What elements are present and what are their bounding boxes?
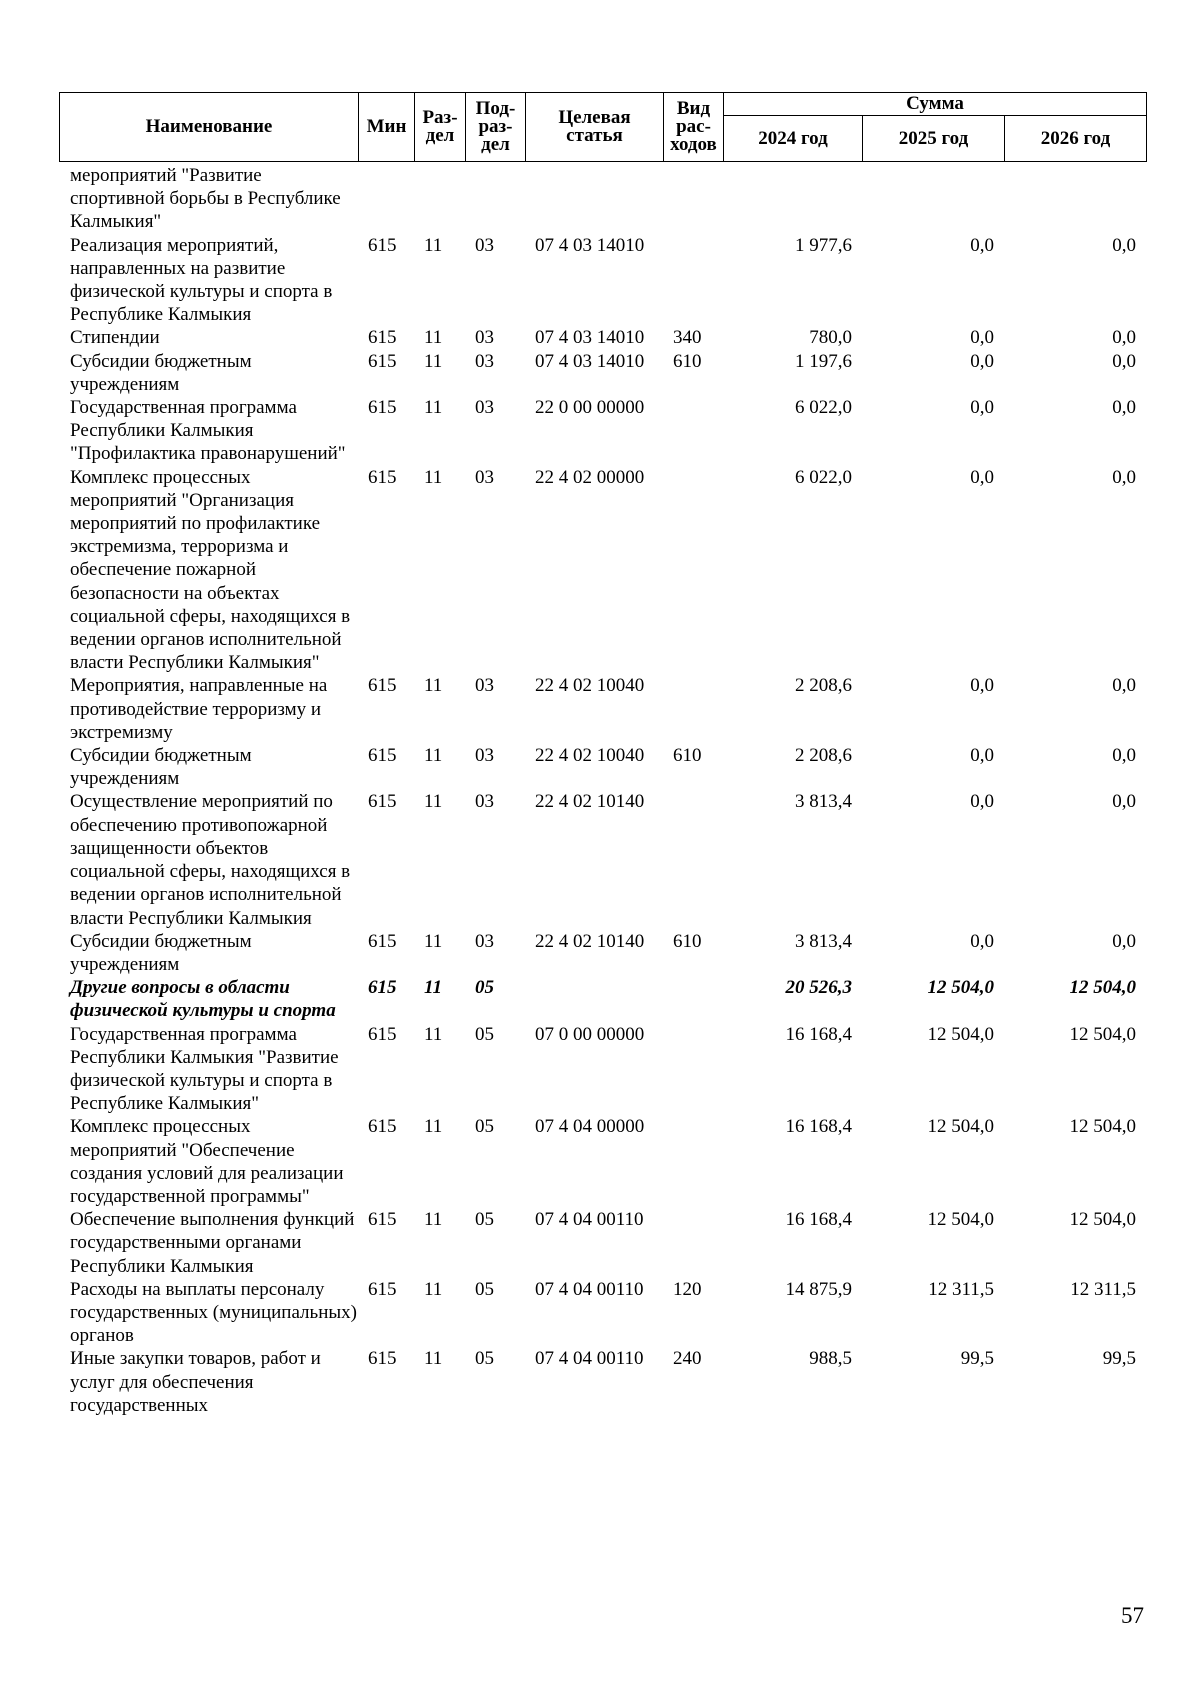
cell-razdel: 11 bbox=[424, 745, 443, 767]
cell-name: Другие вопросы в области физической культуры и спорта bbox=[70, 977, 336, 1022]
cell-celevaya-statya: 22 4 02 10040 bbox=[535, 675, 645, 697]
cell-podrazdel: 03 bbox=[475, 791, 494, 813]
cell-min bbox=[358, 164, 414, 234]
cell-sum-2024: 3 813,4 bbox=[795, 930, 852, 952]
cell-vid-rashodov: 610 bbox=[673, 930, 702, 952]
cell-sum-2025: 0,0 bbox=[970, 327, 994, 349]
cell-podrazdel: 03 bbox=[475, 327, 494, 349]
cell-sum-2025: 0,0 bbox=[970, 466, 994, 488]
cell-podrazdel: 03 bbox=[475, 675, 494, 697]
cell-sum-2026: 0,0 bbox=[1112, 350, 1136, 372]
cell-name: Иные закупки товаров, работ и услуг для обеспечения государственных bbox=[70, 1348, 321, 1416]
cell-name: Реализация мероприятий, направленных на развитие физической культуры и спорта в Республике Калмыкия bbox=[70, 234, 333, 326]
cell-vid-rashodov: 340 bbox=[673, 327, 702, 349]
header-celevaya-statya: Целевая статья bbox=[526, 93, 664, 162]
table-row bbox=[59, 1278, 1146, 1348]
cell-celevaya-statya: 07 4 03 14010 bbox=[535, 350, 645, 372]
cell-sum-2026: 12 311,5 bbox=[1070, 1278, 1136, 1300]
cell-sum-2024: 6 022,0 bbox=[795, 466, 852, 488]
table-row bbox=[59, 350, 1146, 396]
cell-podrazdel: 05 bbox=[475, 1278, 494, 1300]
cell-min: 615 bbox=[368, 327, 397, 349]
table-row bbox=[59, 1208, 1146, 1278]
cell-sum-2025: 12 504,0 bbox=[927, 1209, 994, 1231]
cell-podrazdel: 03 bbox=[475, 466, 494, 488]
cell-razdel: 11 bbox=[424, 1278, 443, 1300]
cell-sum-2024: 20 526,3 bbox=[785, 977, 852, 999]
cell-min: 615 bbox=[368, 1278, 397, 1300]
cell-podrazdel: 05 bbox=[475, 1209, 494, 1231]
cell-razdel: 11 bbox=[424, 675, 443, 697]
cell-sum-2026: 0,0 bbox=[1112, 745, 1136, 767]
cell-vid-rashodov bbox=[663, 976, 723, 1022]
cell-vid-rashodov bbox=[663, 674, 723, 744]
cell-podrazdel: 03 bbox=[475, 930, 494, 952]
table-row bbox=[59, 976, 1146, 1022]
header-podrazdel: Под- раз- дел bbox=[466, 93, 526, 162]
cell-razdel bbox=[414, 164, 465, 234]
cell-sum-2024: 1 197,6 bbox=[795, 350, 852, 372]
cell-sum-2026: 0,0 bbox=[1112, 397, 1136, 419]
header-year-2025: 2025 год bbox=[863, 116, 1005, 162]
cell-name: Обеспечение выполнения функций государственными органами Республики Калмыкия bbox=[70, 1209, 355, 1277]
table-row bbox=[59, 744, 1146, 790]
header-year-2026: 2026 год bbox=[1005, 116, 1147, 162]
cell-vid-rashodov bbox=[663, 396, 723, 466]
cell-min: 615 bbox=[368, 1348, 397, 1370]
cell-sum-2026: 0,0 bbox=[1112, 327, 1136, 349]
table-row bbox=[59, 1023, 1146, 1116]
cell-celevaya-statya: 07 4 04 00110 bbox=[535, 1209, 644, 1231]
table-row bbox=[59, 1115, 1146, 1208]
cell-sum-2025: 0,0 bbox=[970, 791, 994, 813]
cell-podrazdel: 03 bbox=[475, 234, 494, 256]
cell-razdel: 11 bbox=[424, 1209, 443, 1231]
cell-name: Стипендии bbox=[70, 327, 160, 349]
cell-sum-2025 bbox=[862, 164, 1004, 234]
cell-min: 615 bbox=[368, 234, 397, 256]
cell-name: Субсидии бюджетным учреждениям bbox=[70, 350, 252, 395]
cell-sum-2024: 988,5 bbox=[809, 1348, 852, 1370]
cell-razdel: 11 bbox=[424, 1348, 443, 1370]
cell-sum-2026: 0,0 bbox=[1112, 234, 1136, 256]
cell-sum-2026: 0,0 bbox=[1112, 675, 1136, 697]
table-row bbox=[59, 396, 1146, 466]
cell-vid-rashodov bbox=[663, 164, 723, 234]
cell-sum-2025: 99,5 bbox=[960, 1348, 994, 1370]
cell-sum-2025: 12 504,0 bbox=[927, 1023, 994, 1045]
cell-celevaya-statya: 22 4 02 10140 bbox=[535, 930, 645, 952]
cell-min: 615 bbox=[368, 791, 397, 813]
cell-sum-2024: 2 208,6 bbox=[795, 745, 852, 767]
cell-sum-2026: 0,0 bbox=[1112, 930, 1136, 952]
cell-celevaya-statya: 22 4 02 10040 bbox=[535, 745, 645, 767]
table-row bbox=[59, 674, 1146, 744]
cell-name: Государственная программа Республики Калмыкия "Развитие физической культуры и спорта в Республике Калмыкия" bbox=[70, 1023, 339, 1115]
cell-podrazdel: 03 bbox=[475, 350, 494, 372]
cell-sum-2025: 0,0 bbox=[970, 234, 994, 256]
cell-sum-2026: 0,0 bbox=[1112, 791, 1136, 813]
cell-sum-2024: 6 022,0 bbox=[795, 397, 852, 419]
cell-min: 615 bbox=[368, 466, 397, 488]
cell-name: Комплекс процессных мероприятий "Организация мероприятий по профилактике экстремизма, терроризма и обеспечение пожарной безопасности на объектах социальной сферы, находящихся в ведении органов исполнительной власти Республики Калмыкия" bbox=[70, 466, 351, 674]
header-name: Наименование bbox=[60, 93, 359, 162]
cell-vid-rashodov: 610 bbox=[673, 745, 702, 767]
cell-celevaya-statya: 22 4 02 10140 bbox=[535, 791, 645, 813]
cell-podrazdel bbox=[465, 164, 525, 234]
cell-razdel: 11 bbox=[424, 327, 443, 349]
cell-sum-2026: 12 504,0 bbox=[1069, 1209, 1136, 1231]
cell-sum-2025: 0,0 bbox=[970, 397, 994, 419]
cell-sum-2024: 780,0 bbox=[809, 327, 852, 349]
cell-name: Осуществление мероприятий по обеспечению противопожарной защищенности объектов социальной сферы, находящихся в ведении органов исполнительной власти Республики Калмыкия bbox=[70, 791, 351, 929]
cell-razdel: 11 bbox=[424, 791, 443, 813]
table-row bbox=[59, 234, 1146, 327]
cell-sum-2025: 0,0 bbox=[970, 675, 994, 697]
cell-razdel: 11 bbox=[424, 1116, 443, 1138]
cell-name: Мероприятия, направленные на противодействие терроризму и экстремизму bbox=[70, 675, 328, 743]
cell-razdel: 11 bbox=[424, 1023, 443, 1045]
cell-razdel: 11 bbox=[424, 350, 443, 372]
cell-min: 615 bbox=[368, 930, 397, 952]
cell-name: мероприятий "Развитие спортивной борьбы в Республике Калмыкия" bbox=[70, 165, 341, 233]
cell-sum-2026: 12 504,0 bbox=[1069, 1023, 1136, 1045]
cell-sum-2024: 16 168,4 bbox=[785, 1023, 852, 1045]
cell-min: 615 bbox=[368, 1116, 397, 1138]
cell-podrazdel: 03 bbox=[475, 397, 494, 419]
cell-sum-2025: 12 504,0 bbox=[927, 977, 994, 999]
cell-min: 615 bbox=[368, 675, 397, 697]
cell-podrazdel: 03 bbox=[475, 745, 494, 767]
cell-sum-2025: 12 311,5 bbox=[928, 1278, 994, 1300]
cell-celevaya-statya: 07 4 03 14010 bbox=[535, 327, 645, 349]
cell-sum-2026: 99,5 bbox=[1102, 1348, 1136, 1370]
cell-min: 615 bbox=[368, 745, 397, 767]
cell-razdel: 11 bbox=[424, 397, 443, 419]
table-row bbox=[59, 164, 1146, 234]
cell-celevaya-statya bbox=[525, 164, 663, 234]
cell-celevaya-statya: 22 0 00 00000 bbox=[535, 397, 645, 419]
cell-sum-2026: 0,0 bbox=[1112, 466, 1136, 488]
table-row bbox=[59, 790, 1146, 929]
header-vid-rashodov: Вид рас- ходов bbox=[664, 93, 724, 162]
table-row bbox=[59, 930, 1146, 976]
cell-sum-2026: 12 504,0 bbox=[1069, 1116, 1136, 1138]
cell-sum-2024: 1 977,6 bbox=[795, 234, 852, 256]
cell-razdel: 11 bbox=[424, 930, 443, 952]
cell-min: 615 bbox=[368, 350, 397, 372]
cell-sum-2024 bbox=[723, 164, 862, 234]
cell-min: 615 bbox=[368, 1209, 397, 1231]
cell-sum-2025: 12 504,0 bbox=[927, 1116, 994, 1138]
cell-name: Комплекс процессных мероприятий "Обеспечение создания условий для реализации государственной программы" bbox=[70, 1116, 344, 1207]
cell-celevaya-statya: 07 0 00 00000 bbox=[535, 1023, 645, 1045]
header-min: Мин bbox=[359, 93, 415, 162]
cell-razdel: 11 bbox=[424, 234, 443, 256]
cell-vid-rashodov bbox=[663, 1023, 723, 1116]
cell-sum-2025: 0,0 bbox=[970, 745, 994, 767]
cell-name: Субсидии бюджетным учреждениям bbox=[70, 745, 252, 790]
table-header bbox=[59, 92, 1147, 162]
cell-vid-rashodov bbox=[663, 1208, 723, 1278]
cell-podrazdel: 05 bbox=[475, 1116, 494, 1138]
cell-sum-2025: 0,0 bbox=[970, 350, 994, 372]
cell-sum-2024: 16 168,4 bbox=[785, 1116, 852, 1138]
cell-celevaya-statya: 07 4 03 14010 bbox=[535, 234, 645, 256]
table-row bbox=[59, 466, 1146, 675]
cell-min: 615 bbox=[368, 397, 397, 419]
cell-celevaya-statya: 07 4 04 00110 bbox=[535, 1278, 644, 1300]
cell-podrazdel: 05 bbox=[475, 977, 494, 999]
cell-celevaya-statya: 07 4 04 00000 bbox=[535, 1116, 645, 1138]
cell-sum-2024: 14 875,9 bbox=[785, 1278, 852, 1300]
cell-sum-2024: 3 813,4 bbox=[795, 791, 852, 813]
cell-name: Расходы на выплаты персоналу государственных (муниципальных) органов bbox=[70, 1278, 357, 1347]
header-summa: Сумма bbox=[724, 93, 1147, 116]
header-year-2024: 2024 год bbox=[724, 116, 863, 162]
cell-celevaya-statya bbox=[525, 976, 663, 1022]
cell-vid-rashodov: 120 bbox=[673, 1278, 702, 1300]
cell-podrazdel: 05 bbox=[475, 1348, 494, 1370]
cell-min: 615 bbox=[368, 1023, 397, 1045]
cell-razdel: 11 bbox=[424, 977, 442, 999]
budget-table bbox=[59, 164, 1146, 1417]
cell-sum-2026: 12 504,0 bbox=[1069, 977, 1136, 999]
cell-celevaya-statya: 22 4 02 00000 bbox=[535, 466, 645, 488]
table-row bbox=[59, 326, 1146, 349]
cell-sum-2024: 16 168,4 bbox=[785, 1209, 852, 1231]
cell-name: Субсидии бюджетным учреждениям bbox=[70, 930, 252, 975]
cell-vid-rashodov bbox=[663, 234, 723, 327]
cell-sum-2024: 2 208,6 bbox=[795, 675, 852, 697]
cell-name: Государственная программа Республики Калмыкия "Профилактика правонарушений" bbox=[70, 397, 346, 465]
cell-razdel: 11 bbox=[424, 466, 443, 488]
cell-vid-rashodov bbox=[663, 790, 723, 929]
cell-vid-rashodov bbox=[663, 466, 723, 675]
cell-vid-rashodov bbox=[663, 1115, 723, 1208]
cell-vid-rashodov: 610 bbox=[673, 350, 702, 372]
table-row bbox=[59, 1347, 1146, 1417]
cell-vid-rashodov: 240 bbox=[673, 1348, 702, 1370]
cell-celevaya-statya: 07 4 04 00110 bbox=[535, 1348, 644, 1370]
page-number: 57 bbox=[1121, 1603, 1144, 1628]
cell-sum-2026 bbox=[1004, 164, 1146, 234]
header-razdel: Раз- дел bbox=[415, 93, 466, 162]
cell-podrazdel: 05 bbox=[475, 1023, 494, 1045]
cell-min: 615 bbox=[368, 977, 397, 999]
cell-sum-2025: 0,0 bbox=[970, 930, 994, 952]
